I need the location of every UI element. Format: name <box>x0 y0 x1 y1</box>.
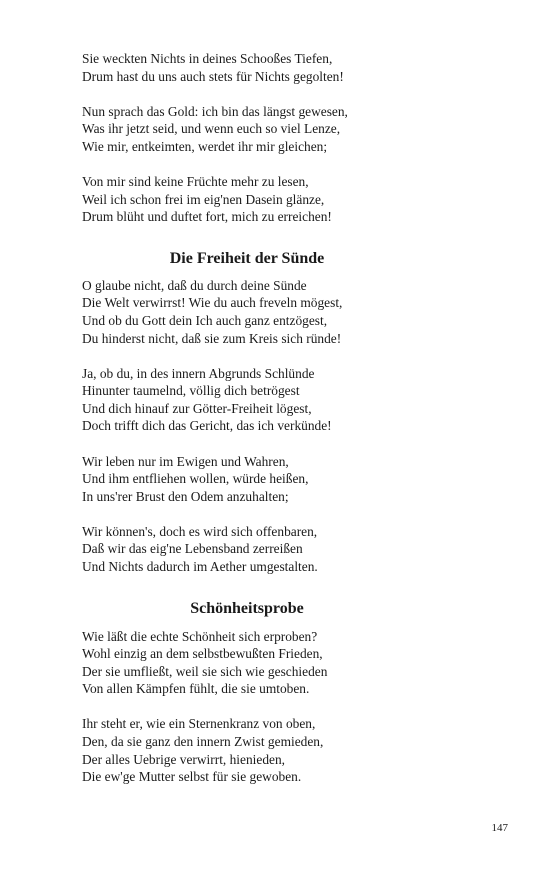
poem-line: Und Nichts dadurch im Aether umgestalten. <box>82 558 318 574</box>
stanza <box>82 628 412 698</box>
poem-line: Du hinderst nicht, daß sie zum Kreis sich ründe! <box>82 330 342 346</box>
stanza <box>82 523 412 576</box>
poem-line: Weil ich schon frei im eig'nen Dasein glänze, <box>82 191 325 207</box>
stanza <box>82 103 412 156</box>
poem-continuation <box>82 50 412 226</box>
poem-line: Daß wir das eig'ne Lebensband zerreißen <box>82 541 303 557</box>
poem-title: Die Freiheit der Sünde <box>169 249 325 267</box>
poem-line: Den, da sie ganz den innern Zwist gemieden, <box>82 734 324 750</box>
poem-schoenheitsprobe <box>82 628 412 786</box>
poem-line: Wie mir, entkeimten, werdet ihr mir gleichen; <box>82 138 328 154</box>
stanza <box>82 365 412 435</box>
poem-line: Der alles Uebrige verwirrt, hienieden, <box>82 751 286 767</box>
poem-line: Die ew'ge Mutter selbst für sie gewoben. <box>82 769 302 785</box>
page-number: 147 <box>491 822 508 834</box>
poem-line: Drum blüht und duftet fort, mich zu erreichen! <box>82 209 332 225</box>
poem-line: Ja, ob du, in des innern Abgrunds Schlünde <box>82 365 315 381</box>
poem-line: Der sie umfließt, weil sie sich wie geschieden <box>82 663 328 679</box>
poem-title: Schönheitsprobe <box>190 599 304 617</box>
poem-line: Nun sprach das Gold: ich bin das längst gewesen, <box>82 103 348 119</box>
poem-die-freiheit-der-suende <box>82 277 412 576</box>
poem-line: In uns'rer Brust den Odem anzuhalten; <box>82 488 289 504</box>
poem-line: Und ihm entfliehen wollen, würde heißen, <box>82 471 309 487</box>
poem-line: O glaube nicht, daß du durch deine Sünde <box>82 277 307 293</box>
poem-line: Von mir sind keine Früchte mehr zu lesen, <box>82 173 309 189</box>
poem-line: Und dich hinauf zur Götter-Freiheit lögest, <box>82 400 312 416</box>
poem-line: Und ob du Gott dein Ich auch ganz entzögest, <box>82 312 328 328</box>
poem-line: Doch trifft dich das Gericht, das ich verkünde! <box>82 418 332 434</box>
poem-line: Wie läßt die echte Schönheit sich erproben? <box>82 628 318 644</box>
poem-line: Wir leben nur im Ewigen und Wahren, <box>82 453 289 469</box>
poem-line: Die Welt verwirrst! Wie du auch freveln mögest, <box>82 295 343 311</box>
poem-line: Drum hast du uns auch stets für Nichts gegolten! <box>82 68 344 84</box>
poem-line: Sie weckten Nichts in deines Schooßes Tiefen, <box>82 51 333 66</box>
page-content <box>82 50 412 786</box>
poem-line: Hinunter taumelnd, völlig dich betrögest <box>82 383 300 399</box>
poem-line: Wir können's, doch es wird sich offenbaren, <box>82 523 318 539</box>
stanza <box>82 715 412 785</box>
stanza <box>82 453 412 506</box>
poem-line: Wohl einzig an dem selbstbewußten Frieden, <box>82 646 323 662</box>
poem-line: Von allen Kämpfen fühlt, die sie umtoben. <box>82 681 310 697</box>
stanza <box>82 277 412 347</box>
stanza <box>82 173 412 226</box>
poem-line: Was ihr jetzt seid, und wenn euch so viel Lenze, <box>82 121 341 137</box>
stanza <box>82 50 412 85</box>
poem-line: Ihr steht er, wie ein Sternenkranz von oben, <box>82 716 316 732</box>
